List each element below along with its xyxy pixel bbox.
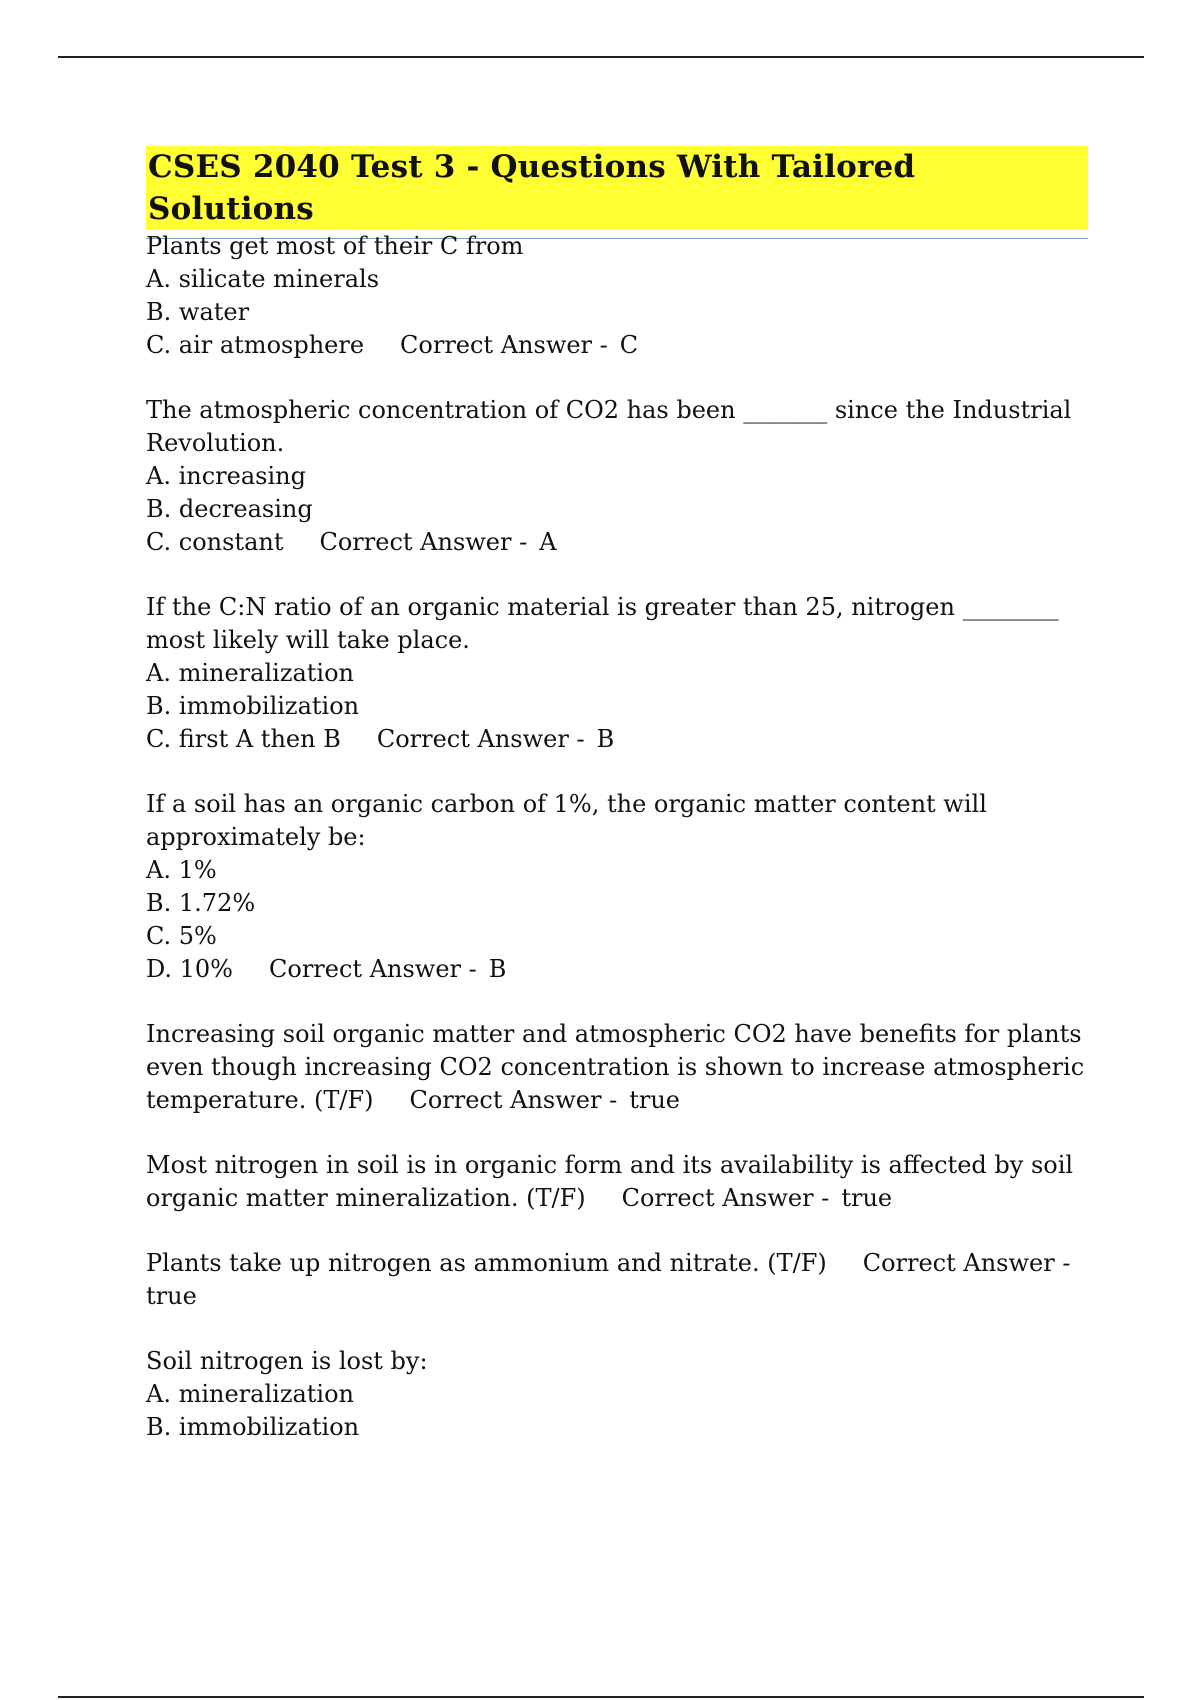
line-text: A. silicate minerals <box>146 265 380 293</box>
line-text: B. immobilization <box>146 692 360 720</box>
question-line <box>146 624 1096 657</box>
question-block <box>146 230 1096 362</box>
question-block <box>146 1149 1096 1215</box>
question-line <box>146 887 1096 920</box>
correct-answer <box>622 1184 893 1212</box>
question-line <box>146 821 1096 854</box>
line-text: even though increasing CO2 concentration is shown to increase atmospheric <box>146 1053 1085 1081</box>
correct-answer <box>400 331 638 359</box>
line-text: B. 1.72% <box>146 889 256 917</box>
line-text: Plants take up nitrogen as ammonium and nitrate. (T/F) <box>146 1249 827 1277</box>
correct-answer <box>409 1086 680 1114</box>
question-line <box>146 690 1096 723</box>
line-text: C. 5% <box>146 922 217 950</box>
question-line <box>146 296 1096 329</box>
question-block <box>146 1345 1096 1444</box>
line-text: Revolution. <box>146 429 285 457</box>
question-line <box>146 427 1096 460</box>
correct-answer <box>863 1249 1071 1277</box>
correct-answer <box>269 955 506 983</box>
answer-value: true <box>841 1184 893 1212</box>
document-title: CSES 2040 Test 3 - Questions With Tailored Solutions <box>146 146 1088 230</box>
line-text: D. 10% <box>146 955 233 983</box>
correct-answer <box>377 725 614 753</box>
answer-value: A <box>539 528 557 556</box>
question-block <box>146 591 1096 756</box>
line-text: If a soil has an organic carbon of 1%, the organic matter content will <box>146 790 987 818</box>
question-line <box>146 460 1096 493</box>
question-line <box>146 1182 1096 1215</box>
answer-value: C <box>619 331 639 359</box>
line-text: C. constant <box>146 528 284 556</box>
question-line <box>146 953 1096 986</box>
question-text <box>146 1149 1096 1182</box>
question-line <box>146 1411 1096 1444</box>
answer-label: Correct Answer - <box>621 1184 830 1212</box>
correct-answer <box>319 528 556 556</box>
answer-value: B <box>596 725 615 753</box>
question-text <box>146 394 1096 427</box>
question-line <box>146 723 1096 756</box>
answer-value: true <box>146 1282 197 1310</box>
line-text: Increasing soil organic matter and atmospheric CO2 have benefits for plants <box>146 1020 1082 1048</box>
line-text: B. decreasing <box>146 495 313 523</box>
line-text: C. air atmosphere <box>146 331 365 359</box>
question-text <box>146 1018 1096 1051</box>
header-rule <box>58 56 1144 58</box>
question-block <box>146 1018 1096 1117</box>
answer-line <box>146 1280 1096 1313</box>
line-text: A. 1% <box>146 856 217 884</box>
line-text: Plants get most of their C from <box>146 232 524 260</box>
line-text: B. immobilization <box>146 1413 360 1441</box>
title-block <box>146 146 1088 239</box>
line-text: A. mineralization <box>146 1380 354 1408</box>
question-block <box>146 788 1096 986</box>
answer-label: Correct Answer - <box>862 1249 1071 1277</box>
line-text: The atmospheric concentration of CO2 has been _______ since the Industrial <box>146 396 1072 424</box>
question-block <box>146 394 1096 559</box>
line-text: A. increasing <box>146 462 306 490</box>
answer-label: Correct Answer - <box>409 1086 618 1114</box>
question-text <box>146 1345 1096 1378</box>
line-text: C. first A then B <box>146 725 341 753</box>
question-text <box>146 788 1096 821</box>
line-text: If the C:N ratio of an organic material is greater than 25, nitrogen ________ <box>146 593 1059 621</box>
question-list <box>146 230 1096 1476</box>
footer-rule <box>58 1696 1144 1698</box>
line-text: Most nitrogen in soil is in organic form and its availability is affected by soil <box>146 1151 1074 1179</box>
question-line <box>146 526 1096 559</box>
question-text <box>146 1247 1096 1280</box>
answer-label: Correct Answer - <box>400 331 608 359</box>
question-line <box>146 854 1096 887</box>
question-line <box>146 329 1096 362</box>
line-text: most likely will take place. <box>146 626 470 654</box>
answer-label: Correct Answer - <box>376 725 585 753</box>
question-line <box>146 657 1096 690</box>
question-block <box>146 1247 1096 1313</box>
question-text <box>146 230 1096 263</box>
question-line <box>146 1378 1096 1411</box>
question-line <box>146 493 1096 526</box>
answer-label: Correct Answer - <box>269 955 477 983</box>
line-text: Soil nitrogen is lost by: <box>146 1347 428 1375</box>
line-text: B. water <box>146 298 250 326</box>
question-line <box>146 1051 1096 1084</box>
answer-value: B <box>488 955 507 983</box>
answer-value: true <box>629 1086 680 1114</box>
answer-label: Correct Answer - <box>319 528 528 556</box>
line-text: temperature. (T/F) <box>146 1086 374 1114</box>
line-text: A. mineralization <box>146 659 354 687</box>
question-text <box>146 591 1096 624</box>
question-line <box>146 920 1096 953</box>
question-line <box>146 1084 1096 1117</box>
line-text: approximately be: <box>146 823 366 851</box>
line-text: organic matter mineralization. (T/F) <box>146 1184 586 1212</box>
question-line <box>146 263 1096 296</box>
